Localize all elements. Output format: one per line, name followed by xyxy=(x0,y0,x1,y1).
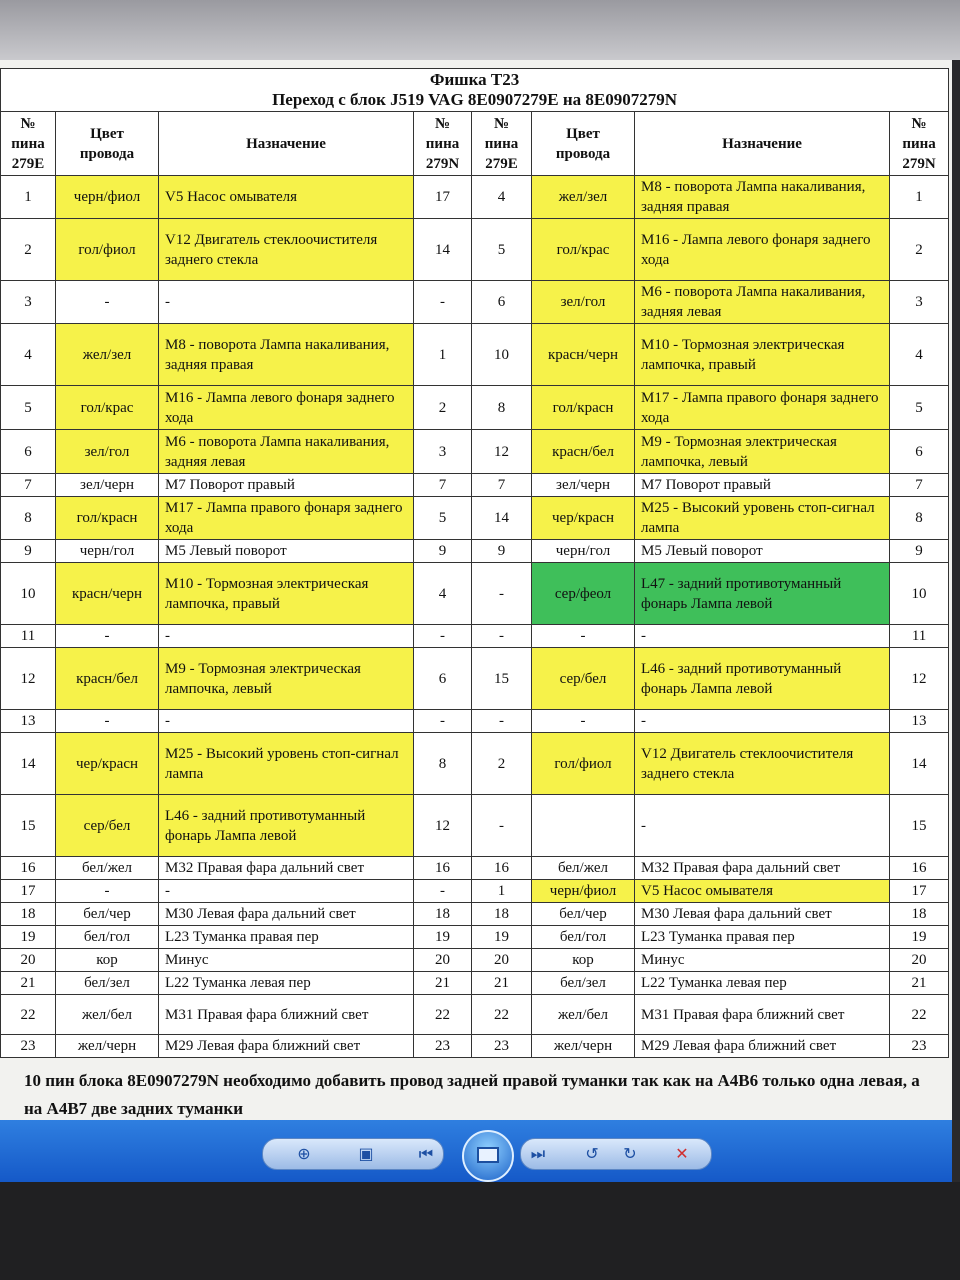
header-wire-color-right: Цвет провода xyxy=(532,112,635,176)
slideshow-icon xyxy=(477,1147,499,1163)
title-line-1: Фишка Т23 xyxy=(429,70,520,89)
document-page xyxy=(0,68,948,1058)
left-wire-color: - xyxy=(56,710,159,733)
right-pin-279n: 12 xyxy=(890,648,949,710)
left-wire-color: черн/фиол xyxy=(56,176,159,219)
left-wire-color: бел/зел xyxy=(56,972,159,995)
left-purpose: L46 - задний противотуманный фонарь Лампа левой xyxy=(159,795,414,857)
left-pin-279n: 6 xyxy=(414,648,472,710)
left-wire-color: - xyxy=(56,880,159,903)
left-wire-color: зел/гол xyxy=(56,430,159,474)
left-purpose: - xyxy=(159,281,414,324)
left-purpose: M10 - Тормозная электрическая лампочка, правый xyxy=(159,563,414,625)
right-wire-color: - xyxy=(532,710,635,733)
left-wire-color: - xyxy=(56,625,159,648)
left-purpose: L23 Туманка правая пер xyxy=(159,926,414,949)
left-pin-279e: 8 xyxy=(1,497,56,540)
right-pin-279e: 22 xyxy=(472,995,532,1035)
left-wire-color: кор xyxy=(56,949,159,972)
right-purpose: L46 - задний противотуманный фонарь Лампа левой xyxy=(635,648,890,710)
left-purpose: - xyxy=(159,880,414,903)
right-wire-color: жел/зел xyxy=(532,176,635,219)
left-pin-279n: 5 xyxy=(414,497,472,540)
left-pin-279n: 21 xyxy=(414,972,472,995)
footer-note: 10 пин блока 8E0907279N необходимо добавить провод задней правой туманки так как на А4В6 только одна левая, а на А4В7 две задних туманки xyxy=(24,1071,920,1118)
left-pin-279n: 22 xyxy=(414,995,472,1035)
right-pin-279n: 21 xyxy=(890,972,949,995)
right-purpose: L47 - задний противотуманный фонарь Лампа левой xyxy=(635,563,890,625)
left-purpose: V12 Двигатель стеклоочистителя заднего стекла xyxy=(159,219,414,281)
table-row xyxy=(1,176,949,219)
right-wire-color: красн/бел xyxy=(532,430,635,474)
left-wire-color: сер/бел xyxy=(56,795,159,857)
right-pin-279n: 11 xyxy=(890,625,949,648)
right-purpose: L22 Туманка левая пер xyxy=(635,972,890,995)
left-purpose: M31 Правая фара ближний свет xyxy=(159,995,414,1035)
next-icon[interactable]: ⏭ xyxy=(530,1144,546,1163)
left-wire-color: чер/красн xyxy=(56,733,159,795)
right-pin-279e: - xyxy=(472,795,532,857)
left-pin-279n: 16 xyxy=(414,857,472,880)
right-pin-279e: 5 xyxy=(472,219,532,281)
left-pin-279e: 9 xyxy=(1,540,56,563)
left-purpose: M5 Левый поворот xyxy=(159,540,414,563)
right-pin-279e: - xyxy=(472,625,532,648)
right-pin-279n: 23 xyxy=(890,1035,949,1058)
right-pin-279e: 9 xyxy=(472,540,532,563)
right-wire-color: красн/черн xyxy=(532,324,635,386)
right-wire-color: кор xyxy=(532,949,635,972)
left-pin-279e: 21 xyxy=(1,972,56,995)
right-wire-color: гол/красн xyxy=(532,386,635,430)
right-purpose: M7 Поворот правый xyxy=(635,474,890,497)
previous-icon[interactable]: ⏮ xyxy=(418,1144,434,1163)
toolbar-right-group xyxy=(520,1138,712,1170)
left-wire-color: черн/гол xyxy=(56,540,159,563)
right-purpose: M30 Левая фара дальний свет xyxy=(635,903,890,926)
left-pin-279e: 23 xyxy=(1,1035,56,1058)
right-pin-279n: 14 xyxy=(890,733,949,795)
right-purpose: - xyxy=(635,795,890,857)
left-wire-color: бел/гол xyxy=(56,926,159,949)
table-row xyxy=(1,972,949,995)
table-row xyxy=(1,1035,949,1058)
right-wire-color: бел/жел xyxy=(532,857,635,880)
left-purpose: V5 Насос омывателя xyxy=(159,176,414,219)
left-wire-color: красн/бел xyxy=(56,648,159,710)
left-pin-279n: 23 xyxy=(414,1035,472,1058)
table-row xyxy=(1,710,949,733)
left-pin-279n: 14 xyxy=(414,219,472,281)
right-purpose: Минус xyxy=(635,949,890,972)
right-wire-color: сер/феол xyxy=(532,563,635,625)
left-purpose: M17 - Лампа правого фонаря заднего хода xyxy=(159,497,414,540)
left-pin-279n: 8 xyxy=(414,733,472,795)
right-pin-279e: 20 xyxy=(472,949,532,972)
right-purpose: M8 - поворота Лампа накаливания, задняя правая xyxy=(635,176,890,219)
left-purpose: M25 - Высокий уровень стоп-сигнал лампа xyxy=(159,733,414,795)
left-pin-279e: 20 xyxy=(1,949,56,972)
table-row xyxy=(1,474,949,497)
pinout-table xyxy=(0,68,949,1058)
left-wire-color: зел/черн xyxy=(56,474,159,497)
viewer-toolbar xyxy=(0,1120,952,1182)
left-pin-279e: 6 xyxy=(1,430,56,474)
right-pin-279e: 8 xyxy=(472,386,532,430)
right-purpose: M16 - Лампа левого фонаря заднего хода xyxy=(635,219,890,281)
zoom-icon[interactable]: ⊕ xyxy=(297,1144,311,1163)
header-purpose: Назначение xyxy=(159,112,414,176)
header-pin-279e-right: № пина 279E xyxy=(472,112,532,176)
left-wire-color: жел/черн xyxy=(56,1035,159,1058)
table-row xyxy=(1,281,949,324)
table-row xyxy=(1,857,949,880)
left-pin-279n: - xyxy=(414,710,472,733)
header-purpose-right: Назначение xyxy=(635,112,890,176)
left-purpose: M16 - Лампа левого фонаря заднего хода xyxy=(159,386,414,430)
left-pin-279e: 22 xyxy=(1,995,56,1035)
right-pin-279e: 14 xyxy=(472,497,532,540)
right-pin-279n: 20 xyxy=(890,949,949,972)
left-pin-279n: 19 xyxy=(414,926,472,949)
left-purpose: M30 Левая фара дальний свет xyxy=(159,903,414,926)
left-pin-279e: 11 xyxy=(1,625,56,648)
left-purpose: - xyxy=(159,710,414,733)
right-pin-279n: 19 xyxy=(890,926,949,949)
table-title xyxy=(1,69,949,112)
table-row xyxy=(1,995,949,1035)
table-row xyxy=(1,563,949,625)
left-pin-279e: 13 xyxy=(1,710,56,733)
left-wire-color: гол/красн xyxy=(56,497,159,540)
table-row xyxy=(1,430,949,474)
header-pin-279e: № пина 279E xyxy=(1,112,56,176)
right-pin-279n: 4 xyxy=(890,324,949,386)
left-pin-279e: 18 xyxy=(1,903,56,926)
left-wire-color: гол/фиол xyxy=(56,219,159,281)
right-pin-279n: 3 xyxy=(890,281,949,324)
right-pin-279n: 8 xyxy=(890,497,949,540)
left-pin-279n: - xyxy=(414,281,472,324)
right-wire-color: гол/фиол xyxy=(532,733,635,795)
left-pin-279n: 1 xyxy=(414,324,472,386)
monitor-bezel-top xyxy=(0,0,960,60)
right-wire-color: чер/красн xyxy=(532,497,635,540)
left-pin-279e: 5 xyxy=(1,386,56,430)
right-purpose: - xyxy=(635,710,890,733)
left-pin-279n: 3 xyxy=(414,430,472,474)
right-pin-279e: 19 xyxy=(472,926,532,949)
right-pin-279e: 16 xyxy=(472,857,532,880)
table-row xyxy=(1,648,949,710)
right-wire-color: черн/гол xyxy=(532,540,635,563)
left-wire-color: бел/чер xyxy=(56,903,159,926)
monitor-bezel-right xyxy=(952,60,960,1182)
right-pin-279e: 10 xyxy=(472,324,532,386)
fit-icon[interactable]: ▣ xyxy=(358,1144,374,1163)
right-purpose: M25 - Высокий уровень стоп-сигнал лампа xyxy=(635,497,890,540)
right-purpose: M5 Левый поворот xyxy=(635,540,890,563)
monitor-bezel-bottom xyxy=(0,1182,960,1280)
left-purpose: M8 - поворота Лампа накаливания, задняя правая xyxy=(159,324,414,386)
right-pin-279e: 23 xyxy=(472,1035,532,1058)
right-purpose: M6 - поворота Лампа накаливания, задняя левая xyxy=(635,281,890,324)
right-wire-color: бел/зел xyxy=(532,972,635,995)
table-row xyxy=(1,795,949,857)
right-pin-279n: 9 xyxy=(890,540,949,563)
right-pin-279n: 22 xyxy=(890,995,949,1035)
left-pin-279n: - xyxy=(414,625,472,648)
left-wire-color: жел/бел xyxy=(56,995,159,1035)
table-row xyxy=(1,949,949,972)
left-pin-279n: 4 xyxy=(414,563,472,625)
left-pin-279n: 7 xyxy=(414,474,472,497)
left-purpose: M7 Поворот правый xyxy=(159,474,414,497)
table-row xyxy=(1,219,949,281)
left-pin-279n: - xyxy=(414,880,472,903)
right-pin-279n: 7 xyxy=(890,474,949,497)
left-pin-279e: 16 xyxy=(1,857,56,880)
right-pin-279n: 5 xyxy=(890,386,949,430)
left-wire-color: - xyxy=(56,281,159,324)
pinout-rows xyxy=(1,176,949,1058)
right-pin-279e: 12 xyxy=(472,430,532,474)
right-pin-279e: 7 xyxy=(472,474,532,497)
right-pin-279e: 15 xyxy=(472,648,532,710)
left-pin-279e: 3 xyxy=(1,281,56,324)
table-row xyxy=(1,540,949,563)
right-pin-279e: 21 xyxy=(472,972,532,995)
right-wire-color: бел/чер xyxy=(532,903,635,926)
left-purpose: M32 Правая фара дальний свет xyxy=(159,857,414,880)
right-purpose: V5 Насос омывателя xyxy=(635,880,890,903)
photo-viewer-canvas xyxy=(0,60,952,1180)
table-row xyxy=(1,880,949,903)
right-pin-279n: 10 xyxy=(890,563,949,625)
right-pin-279e: 1 xyxy=(472,880,532,903)
right-wire-color xyxy=(532,795,635,857)
right-purpose: L23 Туманка правая пер xyxy=(635,926,890,949)
right-pin-279n: 13 xyxy=(890,710,949,733)
left-pin-279n: 12 xyxy=(414,795,472,857)
table-row xyxy=(1,903,949,926)
right-purpose: M17 - Лампа правого фонаря заднего хода xyxy=(635,386,890,430)
left-pin-279e: 1 xyxy=(1,176,56,219)
delete-icon[interactable]: ✕ xyxy=(675,1144,689,1163)
right-pin-279n: 17 xyxy=(890,880,949,903)
left-pin-279e: 7 xyxy=(1,474,56,497)
left-purpose: - xyxy=(159,625,414,648)
title-line-2: Переход с блок J519 VAG 8E0907279E на 8E0907279N xyxy=(272,90,678,109)
right-pin-279e: 18 xyxy=(472,903,532,926)
table-row xyxy=(1,625,949,648)
left-pin-279n: 18 xyxy=(414,903,472,926)
right-wire-color: бел/гол xyxy=(532,926,635,949)
right-pin-279e: 2 xyxy=(472,733,532,795)
left-purpose: Минус xyxy=(159,949,414,972)
left-wire-color: красн/черн xyxy=(56,563,159,625)
right-purpose: V12 Двигатель стеклоочистителя заднего стекла xyxy=(635,733,890,795)
table-row xyxy=(1,497,949,540)
table-row xyxy=(1,926,949,949)
left-purpose: L22 Туманка левая пер xyxy=(159,972,414,995)
header-wire-color: Цвет провода xyxy=(56,112,159,176)
right-purpose: M10 - Тормозная электрическая лампочка, правый xyxy=(635,324,890,386)
left-pin-279e: 12 xyxy=(1,648,56,710)
slideshow-button[interactable] xyxy=(462,1130,514,1182)
right-wire-color: черн/фиол xyxy=(532,880,635,903)
right-purpose: M31 Правая фара ближний свет xyxy=(635,995,890,1035)
header-pin-279n-right: № пина 279N xyxy=(890,112,949,176)
right-pin-279n: 18 xyxy=(890,903,949,926)
right-purpose: - xyxy=(635,625,890,648)
right-wire-color: гол/крас xyxy=(532,219,635,281)
left-pin-279n: 20 xyxy=(414,949,472,972)
left-purpose: M9 - Тормозная электрическая лампочка, левый xyxy=(159,648,414,710)
left-pin-279e: 10 xyxy=(1,563,56,625)
right-wire-color: зел/черн xyxy=(532,474,635,497)
table-row xyxy=(1,733,949,795)
header-pin-279n: № пина 279N xyxy=(414,112,472,176)
table-row xyxy=(1,386,949,430)
left-pin-279n: 17 xyxy=(414,176,472,219)
right-pin-279e: 6 xyxy=(472,281,532,324)
right-wire-color: зел/гол xyxy=(532,281,635,324)
right-wire-color: - xyxy=(532,625,635,648)
right-pin-279e: 4 xyxy=(472,176,532,219)
left-pin-279e: 4 xyxy=(1,324,56,386)
left-pin-279e: 2 xyxy=(1,219,56,281)
left-purpose: M6 - поворота Лампа накаливания, задняя левая xyxy=(159,430,414,474)
left-wire-color: жел/зел xyxy=(56,324,159,386)
left-wire-color: бел/жел xyxy=(56,857,159,880)
right-pin-279n: 6 xyxy=(890,430,949,474)
left-pin-279e: 19 xyxy=(1,926,56,949)
right-wire-color: сер/бел xyxy=(532,648,635,710)
left-pin-279e: 14 xyxy=(1,733,56,795)
right-wire-color: жел/черн xyxy=(532,1035,635,1058)
table-row xyxy=(1,324,949,386)
left-pin-279n: 2 xyxy=(414,386,472,430)
right-purpose: M32 Правая фара дальний свет xyxy=(635,857,890,880)
rotate-right-icon[interactable]: ↻ xyxy=(623,1144,637,1163)
right-pin-279n: 1 xyxy=(890,176,949,219)
left-pin-279n: 9 xyxy=(414,540,472,563)
right-pin-279n: 2 xyxy=(890,219,949,281)
right-pin-279n: 16 xyxy=(890,857,949,880)
toolbar-left-group xyxy=(262,1138,444,1170)
right-purpose: M9 - Тормозная электрическая лампочка, левый xyxy=(635,430,890,474)
left-pin-279e: 15 xyxy=(1,795,56,857)
left-pin-279e: 17 xyxy=(1,880,56,903)
right-pin-279n: 15 xyxy=(890,795,949,857)
right-pin-279e: - xyxy=(472,563,532,625)
right-wire-color: жел/бел xyxy=(532,995,635,1035)
left-purpose: M29 Левая фара ближний свет xyxy=(159,1035,414,1058)
right-pin-279e: - xyxy=(472,710,532,733)
left-wire-color: гол/крас xyxy=(56,386,159,430)
rotate-left-icon[interactable]: ↺ xyxy=(585,1144,599,1163)
right-purpose: M29 Левая фара ближний свет xyxy=(635,1035,890,1058)
